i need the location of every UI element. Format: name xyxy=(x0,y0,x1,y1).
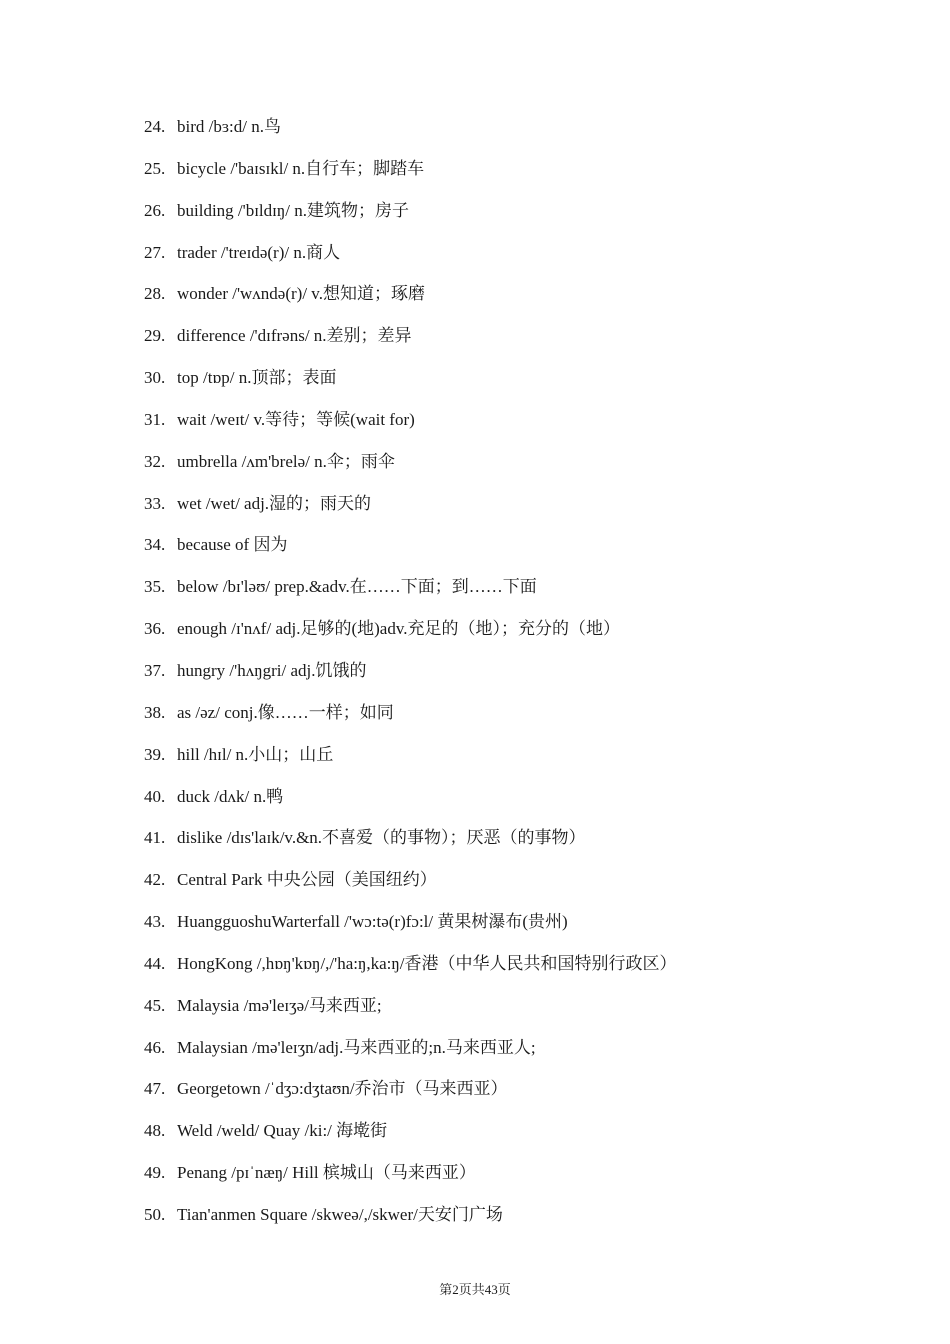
list-item xyxy=(144,197,904,239)
item-text: duck /dʌk/ n.鸭 xyxy=(177,786,284,806)
item-text: Tian'anmen Square /skweə/,/skwer/天安门广场 xyxy=(177,1204,503,1224)
item-text: bicycle /'baɪsɪkl/ n.自行车；脚踏车 xyxy=(177,158,425,178)
item-text: wait /weɪt/ v.等待；等候(wait for) xyxy=(177,409,415,429)
item-text: Georgetown /ˈdʒɔ:dʒtaʊn/乔治市（马来西亚） xyxy=(177,1079,508,1099)
item-number: 25. xyxy=(144,158,166,178)
item-text: building /'bɪldɪŋ/ n.建筑物；房子 xyxy=(177,200,410,220)
list-item xyxy=(144,1075,904,1117)
list-item xyxy=(144,950,904,992)
item-text: Malaysian /mə'leɪʒn/adj.马来西亚的;n.马来西亚人; xyxy=(177,1037,536,1057)
item-number: 41. xyxy=(144,828,166,848)
list-item xyxy=(144,1201,904,1243)
item-number: 32. xyxy=(144,451,166,471)
list-item xyxy=(144,908,904,950)
item-text: wonder /'wʌndə(r)/ v.想知道；琢磨 xyxy=(177,284,425,304)
item-text: umbrella /ʌm'brelə/ n.伞；雨伞 xyxy=(177,451,395,471)
item-number: 47. xyxy=(144,1079,166,1099)
list-item xyxy=(144,1159,904,1201)
item-text: difference /'dɪfrəns/ n.差别；差异 xyxy=(177,326,412,346)
item-number: 31. xyxy=(144,409,166,429)
list-item xyxy=(144,824,904,866)
list-item xyxy=(144,992,904,1034)
item-number: 34. xyxy=(144,535,166,555)
item-text: Penang /pɪˈnæŋ/ Hill 槟城山（马来西亚） xyxy=(177,1163,476,1183)
list-item xyxy=(144,531,904,573)
list-item xyxy=(144,1117,904,1159)
item-number: 44. xyxy=(144,953,166,973)
item-text: top /tɒp/ n.顶部；表面 xyxy=(177,368,337,388)
item-number: 27. xyxy=(144,242,166,262)
list-item xyxy=(144,364,904,406)
list-item xyxy=(144,866,904,908)
item-text: hill /hɪl/ n.小山；山丘 xyxy=(177,744,334,764)
item-number: 30. xyxy=(144,368,166,388)
item-text: Central Park 中央公园（美国纽约） xyxy=(177,870,437,890)
item-number: 33. xyxy=(144,493,166,513)
item-text: below /bɪ'ləʊ/ prep.&adv.在……下面；到……下面 xyxy=(177,577,537,597)
item-number: 43. xyxy=(144,912,166,932)
item-text: Malaysia /mə'leɪʒə/马来西亚; xyxy=(177,995,382,1015)
item-number: 36. xyxy=(144,619,166,639)
list-item xyxy=(144,322,904,364)
item-text: dislike /dɪs'laɪk/v.&n.不喜爱（的事物）；厌恶（的事物） xyxy=(177,828,586,848)
list-item xyxy=(144,657,904,699)
item-text: Weld /weld/ Quay /ki:/ 海墘街 xyxy=(177,1121,388,1141)
item-number: 50. xyxy=(144,1204,166,1224)
item-number: 46. xyxy=(144,1037,166,1057)
item-text: trader /'treɪdə(r)/ n.商人 xyxy=(177,242,341,262)
list-item xyxy=(144,573,904,615)
list-item xyxy=(144,1034,904,1076)
item-number: 48. xyxy=(144,1121,166,1141)
list-item xyxy=(144,783,904,825)
item-number: 38. xyxy=(144,702,166,722)
item-text: because of 因为 xyxy=(177,535,288,555)
vocabulary-list xyxy=(144,113,904,1243)
item-number: 42. xyxy=(144,870,166,890)
page-footer: 第2页共43页 xyxy=(439,1282,511,1297)
list-item xyxy=(144,406,904,448)
item-number: 28. xyxy=(144,284,166,304)
item-text: hungry /'hʌŋgri/ adj.饥饿的 xyxy=(177,660,367,680)
item-text: HongKong /,hɒŋ'kɒŋ/,/'ha:ŋ,ka:ŋ/香港（中华人民共和国特别行政区） xyxy=(177,953,677,973)
list-item xyxy=(144,448,904,490)
item-number: 37. xyxy=(144,660,166,680)
list-item xyxy=(144,113,904,155)
list-item xyxy=(144,155,904,197)
list-item xyxy=(144,239,904,281)
item-number: 39. xyxy=(144,744,166,764)
list-item xyxy=(144,699,904,741)
item-number: 24. xyxy=(144,117,166,136)
item-number: 49. xyxy=(144,1163,166,1183)
item-text: bird /bɜ:d/ n.鸟 xyxy=(177,117,281,136)
item-number: 45. xyxy=(144,995,166,1015)
item-number: 35. xyxy=(144,577,166,597)
item-number: 29. xyxy=(144,326,166,346)
list-item xyxy=(144,741,904,783)
list-item xyxy=(144,615,904,657)
item-number: 40. xyxy=(144,786,166,806)
item-text: wet /wet/ adj.湿的；雨天的 xyxy=(177,493,372,513)
item-text: enough /ɪ'nʌf/ adj.足够的(地)adv.充足的（地）；充分的（地） xyxy=(177,619,620,639)
list-item xyxy=(144,280,904,322)
list-item xyxy=(144,490,904,532)
item-number: 26. xyxy=(144,200,166,220)
item-text: as /əz/ conj.像……一样；如同 xyxy=(177,702,394,722)
item-text: HuangguoshuWarterfall /'wɔ:tə(r)fɔ:l/ 黄果树瀑布(贵州) xyxy=(177,912,568,932)
